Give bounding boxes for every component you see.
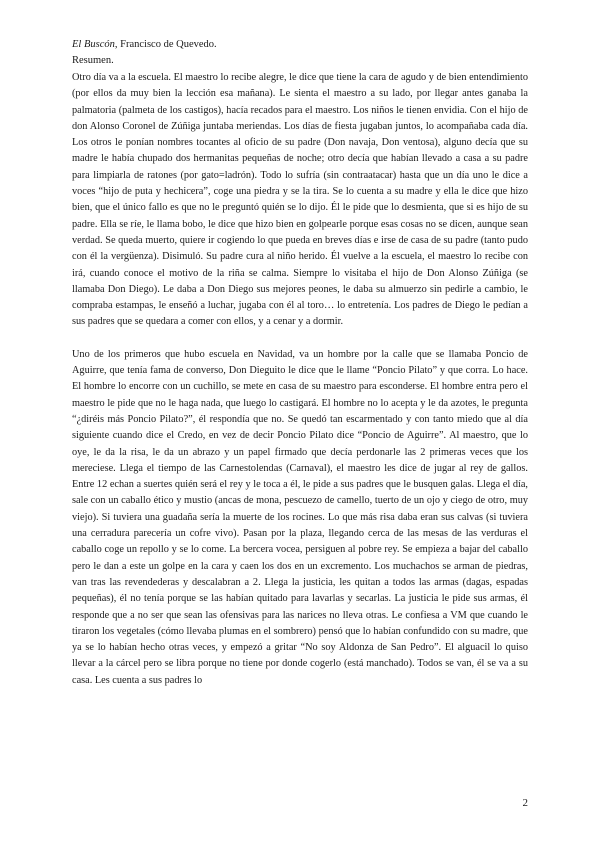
page-number: 2 <box>522 797 528 809</box>
summary-body <box>72 70 528 689</box>
paragraph-2: Uno de los primeros que hubo escuela en Navidad, va un hombre por la calle que se llamaba Poncio de Aguirre, que tenía fama de converso, Don Dieguito le dice que le llame “Poncio Pilato” y que corra. Lo hace. El hombre lo encorre con un cuchillo, se mete en casa de su maestro para esconderse. El hombre entra pero el maestro le pide que no le haga nada, que luego lo castigará. El hombre no lo acepta y le da azotes, le pregunta “¿diréis más Poncio Pilato?”, él respondía que no. Se quedó tan escarmentado y con tanto miedo que al día siguiente cuando dice el Credo, en vez de decir Poncio Pilato dice “Poncio de Aguirre”. Al maestro, que lo oye, le da la risa, le da un abrazo y un papel firmado que decía perdonarle las 2 primeras veces que los mereciese. Llega el tiempo de las Carnestolendas (Carnaval), el maestro les dice de jugar al rey de gallos. Entre 12 echan a suertes quién será el rey y le toca a él, le pide a sus padres que le busquen galas. Llega el día, sale con un caballo ético y mustio (ancas de mona, pescuezo de camello, tuerto de un ojo y ciego de otro, muy viejo). Si tuviera una guadaña sería la muerte de los rocines. Lo que más risa daba eran sus calvas (si tuviera una cerradura parecería un cofre vivo). Pasan por la plaza, llegando cerca de las mesas de las verduras el caballo coge un repollo y se lo come. La bercera vocea, persiguen al pobre rey. Se empieza a bajar del caballo pero le dan a este un golpe en la cara y caen los dos en un excremento. Los muchachos se arman de piedras, van tras las revendederas y descalabran a 2. Llega la justicia, les quitan a todos las armas (dagas, espadas pequeñas), él no tenía porque se las habían quitado para lavarlas y secarlas. La justicia le pide sus armas, él responde que a no ser que sean las ofensivas para las narices no lleva otras. Le confiesa a VM que cuando le tiraron los vegetales (cómo llevaba plumas en el sombrero) pensó que lo habían confundido con su madre, que ya se lo habían hecho otras veces, y empezó a gritar “No soy Aldonza de San Pedro”. El alguacil lo quiso llevar a la cárcel pero se libra porque no tiene por donde cogerlo (está manchado). Todos se van, él se va a su casa. Les cuenta a sus padres lo <box>72 348 528 686</box>
work-title: El Buscón <box>72 39 115 50</box>
paragraph-1: Otro día va a la escuela. El maestro lo recibe alegre, le dice que tiene la cara de agudo y de bien entendimiento (por ellos da muy bien la lección esa mañana). Le sienta el maestro a su lado, por llegar antes ganaba la palmatoria (palmeta de los castigos), hacía recados para el maestro. Los niños le tienen envidia. Con el hijo de don Alonso Coronel de Zúñiga juntaba meriendas. Los días de fiesta jugaban juntos, lo acompañaba cada día. Los otros le ponían nombres tocantes al oficio de su padre (Don navaja, Don ventosa), alguno decía que su madre le había chupado dos hermanitas pequeñas de noche; otro decía que habían llevado a casa a su padre para limpiarla de ratones (por gato=ladrón). Todo lo sufría (sin contraatacar) hasta que un día uno le dice a voces “hijo de puta y hechicera”, coge una piedra y se la tira. Se lo cuenta a su madre y ella le dice que hizo bien, que el único fallo es que no le preguntó quién se lo dijo. Él le pide que lo desmienta, que si es hijo de su padre. Ella se ríe, le llama bobo, le dice que hizo bien en golpearle porque esas cosas no se dicen, aunque sean verdad. Se queda muerto, quiere ir cogiendo lo que pueda en breves días e irse de casa de su padre (tanto pudo con él la vergüenza). Disimuló. Su padre cura al niño herido. Él vuelve a la escuela, el maestro lo recibe con irá, cuando conoce el motivo de la riña se calma. Siempre lo visitaba el hijo de Don Alonso Zúñiga (se llamaba Don Diego). Le daba a Don Diego sus mejores peones, le daba su almuerzo sin pedirle a cambio, le compraba estampas, le enseñó a luchar, jugaba con él al toro… lo entretenía. Los padres de Diego le pedían a sus padres que se quedara a comer con ellos, y a cenar y a dormir. <box>72 72 528 328</box>
author-name: , Francisco de Quevedo. <box>114 39 217 50</box>
document-header <box>72 37 217 69</box>
title-line <box>72 37 217 53</box>
section-label: Resumen. <box>72 55 114 66</box>
